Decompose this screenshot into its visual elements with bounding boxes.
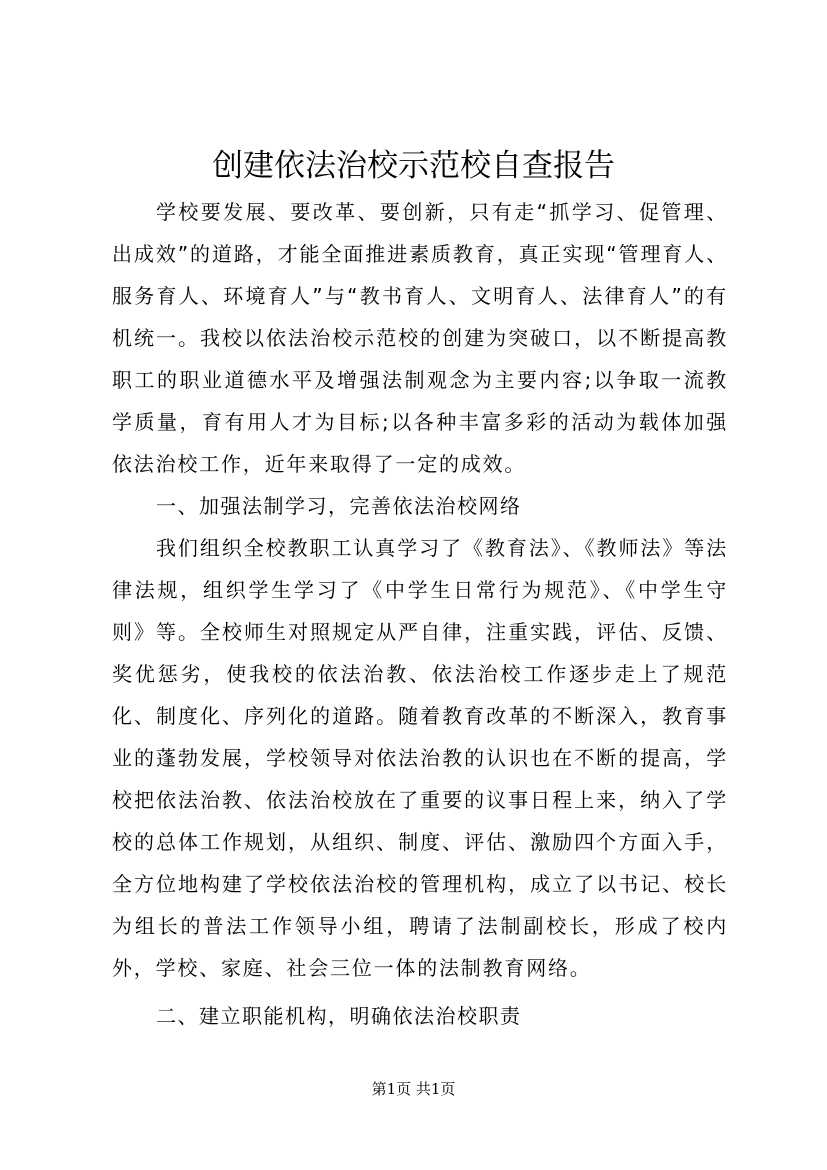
document-title: 创建依法治校示范校自查报告 (212, 148, 615, 184)
document-body (112, 191, 728, 1037)
section-heading-2: 二、建立职能机构，明确依法治校职责 (156, 1004, 522, 1028)
page-number-footer: 第1页 共1页 (371, 1080, 456, 1098)
intro-paragraph: 学校要发展、要改革、要创新，只有走“抓学习、促管理、出成效”的道路，才能全面推进素质教育，真正实现“管理育人、服务育人、环境育人”与“教书育人、文明育人、法律育人”的有机统一。我校以依法治校示范校的创建为突破口，以不断提高教职工的职业道德水平及增强法制观念为主要内容;以争取一流教学质量，育有用人才为目标;以各种丰富多彩的活动为载体加强依法治校工作，近年来取得了一定的成效。 (112, 200, 728, 476)
section-1-paragraph: 我们组织全校教职工认真学习了《教育法》、《教师法》等法律法规，组织学生学习了《中学生日常行为规范》、《中学生守则》等。全校师生对照规定从严自律，注重实践，评估、反馈、奖优惩劣，使我校的依法治教、依法治校工作逐步走上了规范化、制度化、序列化的道路。随着教育改革的不断深入，教育事业的蓬勃发展，学校领导对依法治教的认识也在不断的提高，学校把依法治教、依法治校放在了重要的议事日程上来，纳入了学校的总体工作规划，从组织、制度、评估、激励四个方面入手，全方位地构建了学校依法治校的管理机构，成立了以书记、校长为组长的普法工作领导小组，聘请了法制副校长，形成了校内外，学校、家庭、社会三位一体的法制教育网络。 (112, 536, 728, 980)
section-heading-1: 一、加强法制学习，完善依法治校网络 (156, 494, 522, 518)
